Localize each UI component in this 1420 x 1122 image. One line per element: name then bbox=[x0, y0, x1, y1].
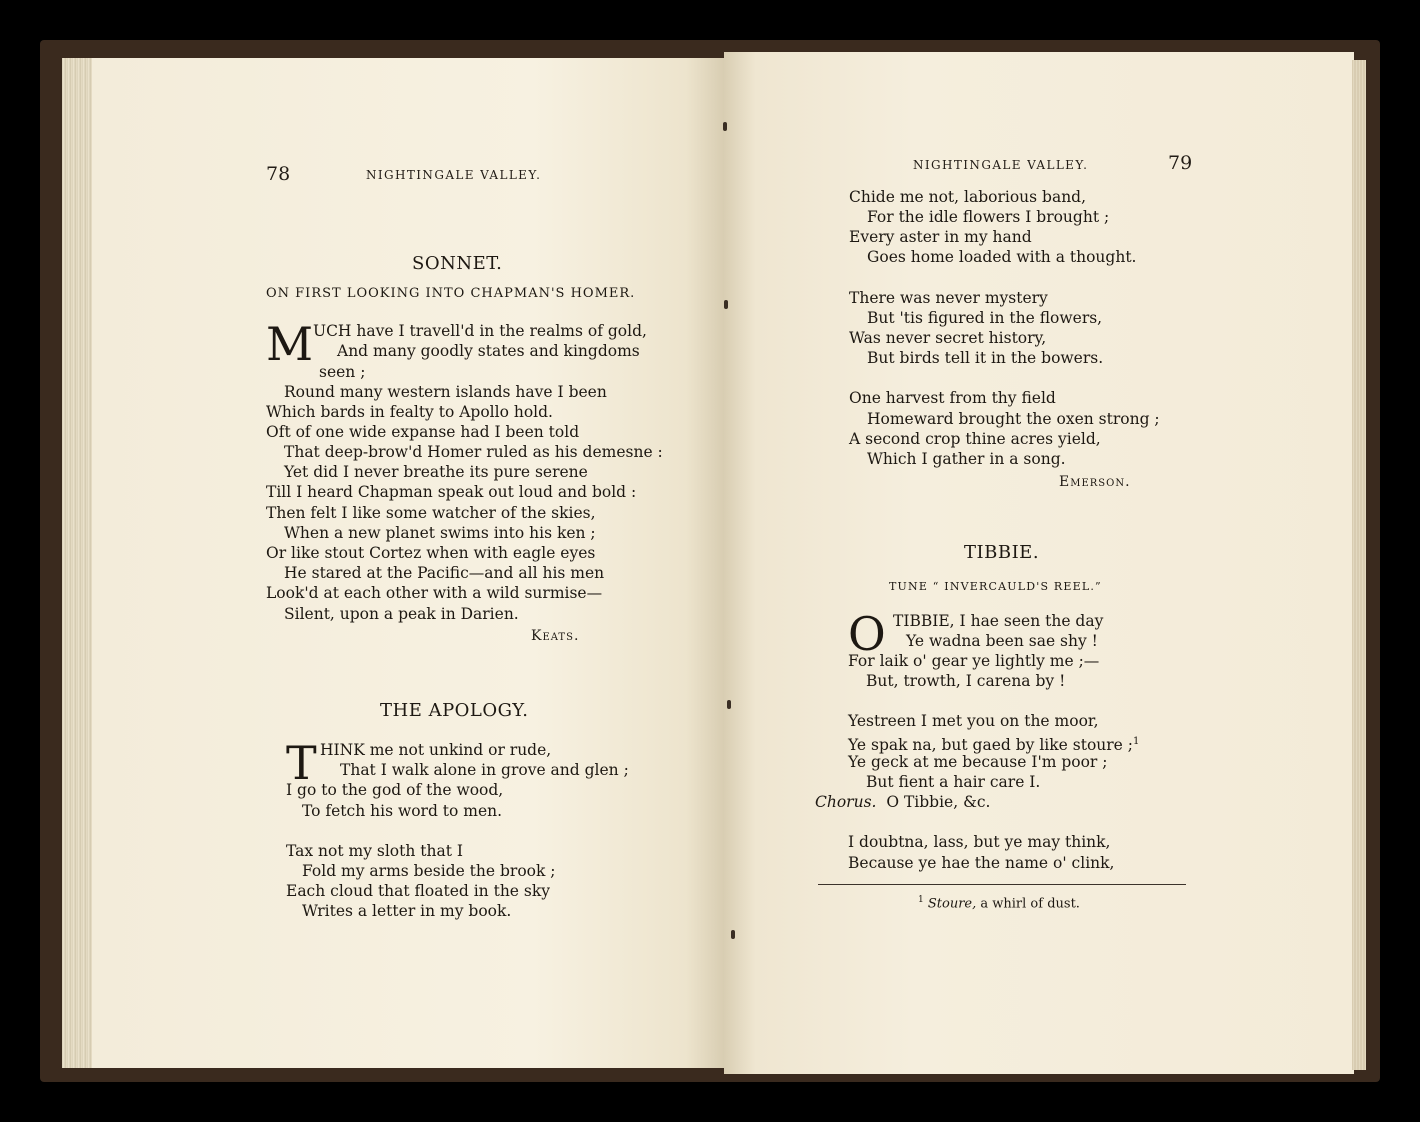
poem-line: Chide me not, laborious band, bbox=[849, 188, 1087, 206]
poem-line: For the idle flowers I brought ; bbox=[867, 208, 1110, 226]
emerson-author: Emerson. bbox=[1059, 474, 1131, 490]
sonnet-line: seen ; bbox=[319, 363, 366, 381]
sonnet-line: UCH have I travell'd in the realms of gold, bbox=[313, 322, 647, 340]
sonnet-line: Till I heard Chapman speak out loud and bold : bbox=[266, 483, 637, 501]
apology-dropcap: T bbox=[286, 736, 317, 790]
tibbie-line: But, trowth, I carena by ! bbox=[866, 672, 1066, 690]
tibbie-line: But fient a hair care I. bbox=[866, 773, 1041, 791]
page-number-left: 78 bbox=[266, 163, 291, 185]
sonnet-line: Yet did I never breathe its pure serene bbox=[284, 463, 588, 481]
tibbie-line: Ye spak na, but gaed by like stoure ;$^1$ bbox=[848, 736, 1140, 755]
chorus-label: Chorus. bbox=[815, 793, 877, 811]
sonnet-line: Round many western islands have I been bbox=[284, 383, 607, 401]
tibbie-tune: TUNE “ INVERCAULD'S REEL.” bbox=[889, 580, 1102, 593]
sonnet-line: Oft of one wide expanse had I been told bbox=[266, 423, 580, 441]
poem-line: There was never mystery bbox=[849, 289, 1048, 307]
page-number-right: 79 bbox=[1168, 152, 1193, 174]
stitch-mark bbox=[724, 300, 728, 309]
sonnet-dropcap: M bbox=[266, 317, 314, 371]
sonnet-subtitle: ON FIRST LOOKING INTO CHAPMAN'S HOMER. bbox=[266, 286, 636, 301]
footnote: $^1$ Stoure, a whirl of dust. bbox=[918, 895, 1080, 912]
apology-line: Tax not my sloth that I bbox=[286, 842, 464, 860]
sonnet-line: That deep-brow'd Homer ruled as his demesne : bbox=[284, 443, 663, 461]
poem-line: A second crop thine acres yield, bbox=[849, 430, 1101, 448]
poem-line: One harvest from thy field bbox=[849, 389, 1056, 407]
sonnet-title: SONNET. bbox=[412, 253, 503, 274]
sonnet-author: Keats. bbox=[531, 628, 580, 644]
tibbie-line: Ye geck at me because I'm poor ; bbox=[848, 753, 1108, 771]
apology-title: THE APOLOGY. bbox=[380, 700, 529, 721]
poem-line: Homeward brought the oxen strong ; bbox=[867, 410, 1160, 428]
poem-line: Was never secret history, bbox=[849, 329, 1047, 347]
sonnet-line: And many goodly states and kingdoms bbox=[337, 342, 640, 360]
apology-line: Writes a letter in my book. bbox=[302, 902, 512, 920]
stitch-mark bbox=[727, 700, 731, 709]
tibbie-line: TIBBIE, I hae seen the day bbox=[893, 612, 1104, 630]
poem-line: But 'tis figured in the flowers, bbox=[867, 309, 1103, 327]
sonnet-line: Look'd at each other with a wild surmise— bbox=[266, 584, 603, 602]
tibbie-line: Yestreen I met you on the moor, bbox=[848, 712, 1099, 730]
stitch-mark bbox=[731, 930, 735, 939]
running-head-right: NIGHTINGALE VALLEY. bbox=[913, 158, 1089, 172]
page-edges-right bbox=[1352, 60, 1366, 1070]
footnote-rule bbox=[818, 884, 1186, 885]
poem-line: But birds tell it in the bowers. bbox=[867, 349, 1104, 367]
stitch-mark bbox=[723, 122, 727, 131]
running-head-left: NIGHTINGALE VALLEY. bbox=[366, 168, 542, 182]
poem-line: Goes home loaded with a thought. bbox=[867, 248, 1137, 266]
sonnet-line: Which bards in fealty to Apollo hold. bbox=[266, 403, 553, 421]
sonnet-line: Then felt I like some watcher of the skies, bbox=[266, 504, 596, 522]
tibbie-dropcap: O bbox=[848, 607, 886, 661]
tibbie-line: Ye wadna been sae shy ! bbox=[906, 632, 1098, 650]
sonnet-line: Or like stout Cortez when with eagle eyes bbox=[266, 544, 596, 562]
tibbie-title: TIBBIE. bbox=[964, 542, 1040, 563]
apology-line: HINK me not unkind or rude, bbox=[320, 741, 552, 759]
tibbie-line: I doubtna, lass, but ye may think, bbox=[848, 833, 1111, 851]
tibbie-line: For laik o' gear ye lightly me ;— bbox=[848, 652, 1100, 670]
sonnet-line: Silent, upon a peak in Darien. bbox=[284, 605, 519, 623]
poem-line: Which I gather in a song. bbox=[867, 450, 1066, 468]
apology-line: To fetch his word to men. bbox=[302, 802, 503, 820]
apology-line: Each cloud that floated in the sky bbox=[286, 882, 550, 900]
sonnet-line: When a new planet swims into his ken ; bbox=[284, 524, 596, 542]
tibbie-chorus-line: Chorus. O Tibbie, &c. bbox=[815, 793, 991, 811]
footnote-marker: 1 bbox=[1133, 736, 1140, 747]
apology-line: I go to the god of the wood, bbox=[286, 781, 504, 799]
apology-line: Fold my arms beside the brook ; bbox=[302, 862, 556, 880]
sonnet-line: He stared at the Pacific—and all his men bbox=[284, 564, 605, 582]
poem-line: Every aster in my hand bbox=[849, 228, 1032, 246]
apology-line: That I walk alone in grove and glen ; bbox=[340, 761, 629, 779]
tibbie-line: Because ye hae the name o' clink, bbox=[848, 854, 1115, 872]
